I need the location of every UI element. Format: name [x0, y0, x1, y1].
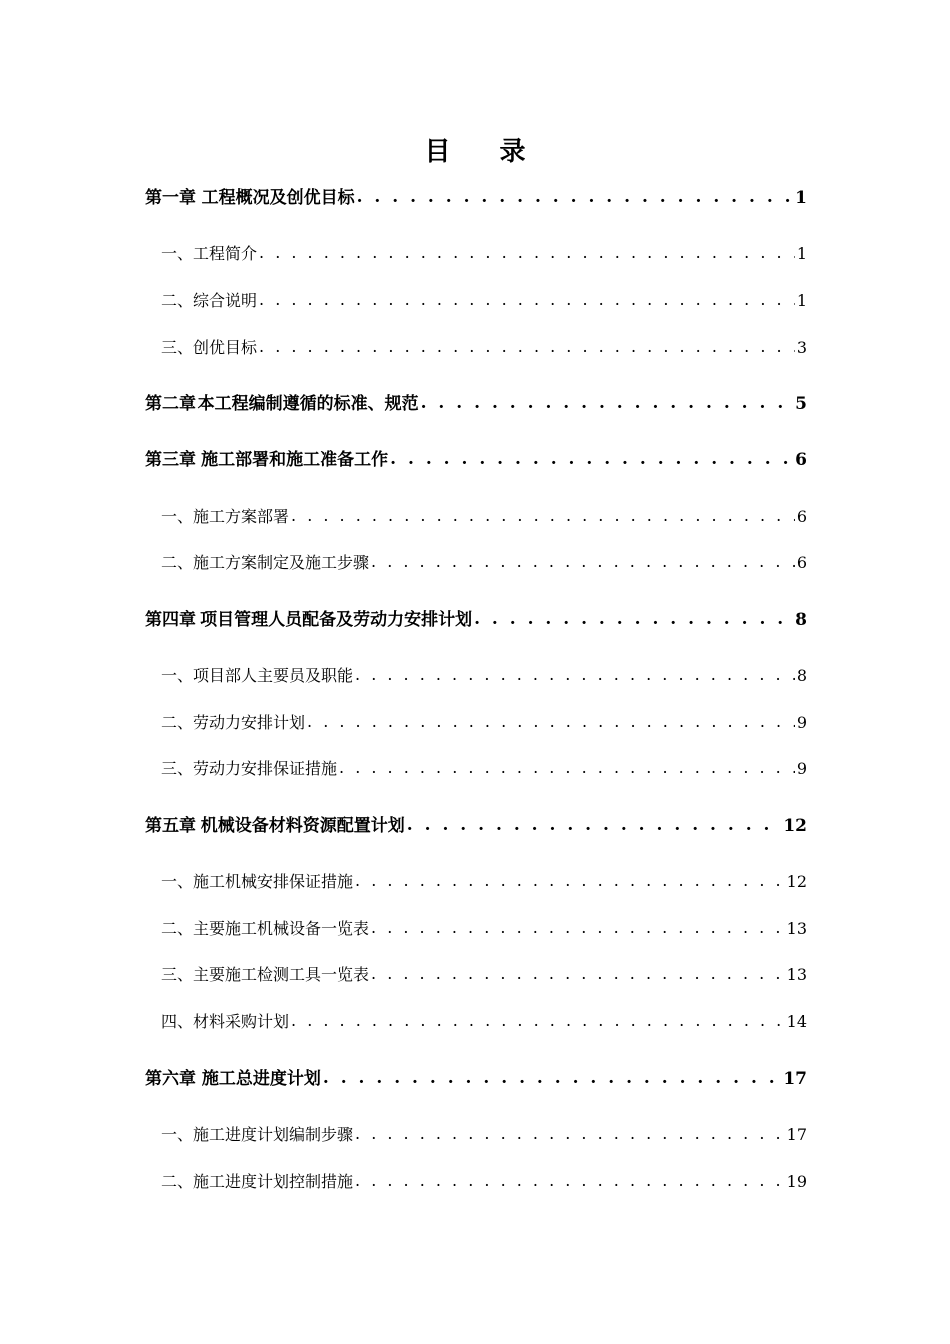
toc-section-entry[interactable] — [161, 962, 807, 988]
page-number: 6 — [795, 450, 807, 470]
toc-section-entry[interactable] — [161, 663, 807, 689]
toc-section-entry[interactable] — [161, 504, 807, 530]
dot-leader — [259, 334, 795, 360]
page-number: 19 — [786, 1172, 807, 1191]
dot-leader — [355, 662, 795, 688]
toc-section-entry[interactable] — [161, 916, 807, 942]
toc-section-entry[interactable] — [161, 335, 807, 361]
dot-leader — [291, 1008, 785, 1034]
entry-title: 二、综合说明 — [161, 291, 258, 310]
page-number: 1 — [796, 291, 807, 310]
entry-title: 工程概况及创优目标 — [201, 188, 355, 208]
toc-section-entry[interactable] — [161, 241, 807, 267]
page-number: 1 — [796, 244, 807, 263]
chapter-number: 第六章 — [145, 1069, 196, 1089]
entry-title: 三、劳动力安排保证措施 — [161, 759, 338, 778]
entry-title: 三、创优目标 — [161, 338, 258, 357]
dot-leader — [259, 240, 795, 266]
page-number: 17 — [783, 1069, 807, 1089]
dot-leader — [474, 606, 793, 632]
entry-title: 项目管理人员配备及劳动力安排计划 — [200, 610, 473, 630]
entry-title: 一、施工进度计划编制步骤 — [161, 1125, 354, 1144]
entry-title: 施工部署和施工准备工作 — [201, 450, 389, 470]
entry-title: 三、主要施工检测工具一览表 — [161, 965, 370, 984]
page-number: 8 — [795, 610, 807, 630]
toc-section-entry[interactable] — [161, 1009, 807, 1035]
page-number: 9 — [796, 713, 807, 732]
dot-leader — [291, 503, 795, 529]
toc-chapter-entry[interactable] — [145, 391, 807, 417]
page-number: 17 — [786, 1125, 807, 1144]
page-number: 9 — [796, 759, 807, 778]
toc-section-entry[interactable] — [161, 869, 807, 895]
toc-section-entry[interactable] — [161, 550, 807, 576]
toc-section-entry[interactable] — [161, 710, 807, 736]
dot-leader — [323, 1065, 781, 1091]
entry-title: 一、工程简介 — [161, 244, 258, 263]
entry-title: 一、施工机械安排保证措施 — [161, 872, 354, 891]
page-number: 12 — [783, 816, 807, 836]
toc-chapter-entry[interactable] — [145, 447, 807, 473]
toc-chapter-entry[interactable] — [145, 185, 807, 211]
dot-leader — [355, 1168, 785, 1194]
entry-title: 二、施工进度计划控制措施 — [161, 1172, 354, 1191]
toc-chapter-entry[interactable] — [145, 813, 807, 839]
dot-leader — [371, 549, 795, 575]
dot-leader — [357, 184, 794, 210]
chapter-number: 第一章 — [145, 188, 196, 208]
page-number: 14 — [786, 1012, 807, 1031]
entry-title: 施工总进度计划 — [201, 1069, 321, 1089]
toc-section-entry[interactable] — [161, 1122, 807, 1148]
entry-title: 机械设备材料资源配置计划 — [200, 816, 405, 836]
page-number: 6 — [796, 553, 807, 572]
chapter-number: 第五章 — [145, 816, 196, 836]
entry-title: 一、项目部人主要员及职能 — [161, 666, 354, 685]
page-number: 1 — [795, 188, 807, 208]
page-title: 目 录 — [424, 137, 546, 167]
toc-chapter-entry[interactable] — [145, 1066, 807, 1092]
toc-section-entry[interactable] — [161, 1169, 807, 1195]
chapter-number: 第四章 — [145, 610, 196, 630]
entry-title: 本工程编制遵循的标准、规范 — [197, 394, 419, 414]
entry-title: 二、劳动力安排计划 — [161, 713, 306, 732]
toc-section-entry[interactable] — [161, 288, 807, 314]
dot-leader — [355, 868, 785, 894]
dot-leader — [371, 961, 785, 987]
dot-leader — [339, 755, 795, 781]
page-number: 5 — [795, 394, 807, 414]
page-number: 3 — [796, 338, 807, 357]
page-number: 8 — [796, 666, 807, 685]
toc-section-entry[interactable] — [161, 756, 807, 782]
entry-title: 二、主要施工机械设备一览表 — [161, 919, 370, 938]
chapter-number: 第二章 — [145, 394, 196, 414]
page-number: 12 — [786, 872, 807, 891]
toc-chapter-entry[interactable] — [145, 607, 807, 633]
dot-leader — [371, 915, 785, 941]
dot-leader — [407, 812, 782, 838]
page-number: 13 — [786, 919, 807, 938]
entry-title: 四、材料采购计划 — [161, 1012, 290, 1031]
chapter-number: 第三章 — [145, 450, 196, 470]
page-number: 6 — [796, 507, 807, 526]
entry-title: 一、施工方案部署 — [161, 507, 290, 526]
dot-leader — [259, 287, 795, 313]
page-number: 13 — [786, 965, 807, 984]
entry-title: 二、施工方案制定及施工步骤 — [161, 553, 370, 572]
dot-leader — [390, 446, 793, 472]
dot-leader — [307, 709, 795, 735]
dot-leader — [421, 390, 794, 416]
dot-leader — [355, 1121, 785, 1147]
